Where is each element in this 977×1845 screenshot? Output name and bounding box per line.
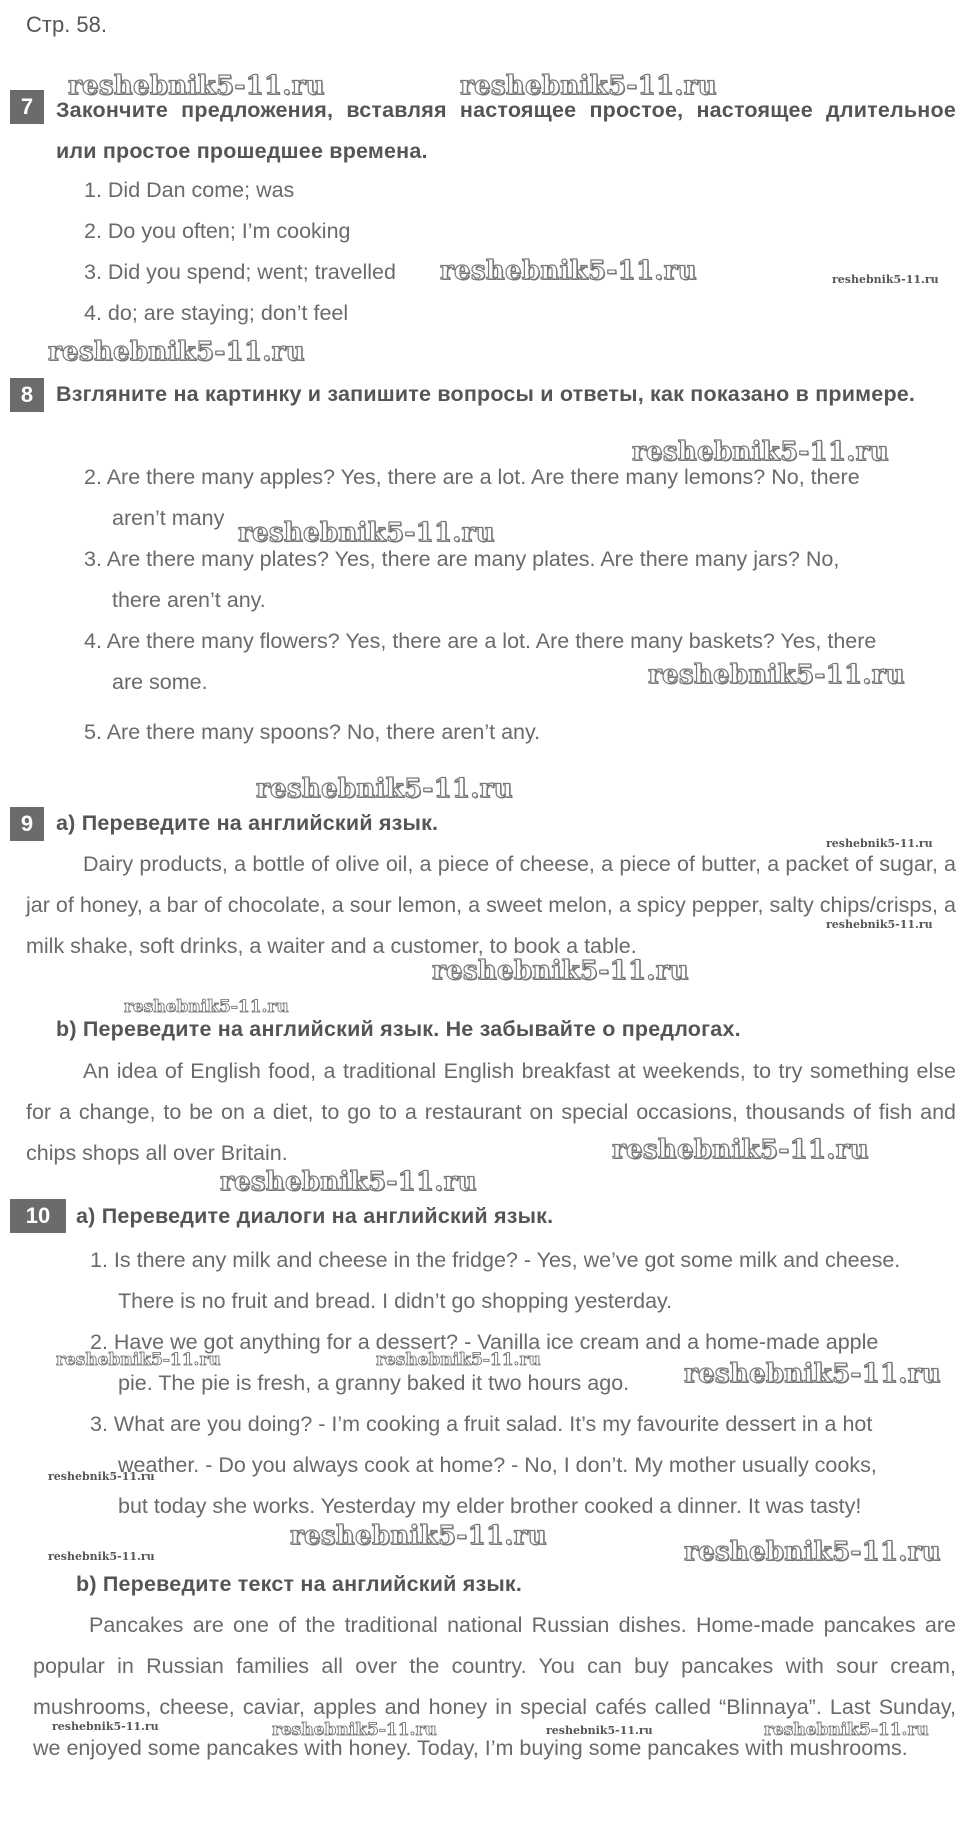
watermark: reshebnik5-11.ru	[238, 518, 495, 548]
task-7-item: 2. Do you often; I’m cooking	[84, 219, 351, 243]
task-10a-title: a) Переведите диалоги на английский язык.	[76, 1204, 554, 1228]
task-7-title: Закончите предложения, вставляя настоящее простое, настоящее длительное или простое прошедшее времена.	[56, 98, 956, 163]
watermark: reshebnik5-11.ru	[272, 1720, 437, 1740]
task-9a-title: a) Переведите на английский язык.	[56, 811, 439, 835]
watermark: reshebnik5-11.ru	[764, 1720, 929, 1740]
task-8-item: 4. Are there many flowers? Yes, there are a lot. Are there many baskets? Yes, there	[84, 629, 877, 653]
task-8-item-cont: aren’t many	[112, 506, 225, 530]
watermark: reshebnik5-11.ru	[68, 71, 325, 101]
watermark: reshebnik5-11.ru	[256, 774, 513, 804]
watermark: reshebnik5-11.ru	[56, 1350, 221, 1370]
watermark: reshebnik5-11.ru	[124, 997, 289, 1017]
watermark: reshebnik5-11.ru	[48, 337, 305, 367]
watermark: reshebnik5-11.ru	[632, 437, 889, 467]
task-8-item: 2. Are there many apples? Yes, there are a lot. Are there many lemons? No, there	[84, 465, 860, 489]
task-7-item: 4. do; are staying; don’t feel	[84, 301, 349, 325]
watermark: reshebnik5-11.ru	[612, 1135, 869, 1165]
task-8-number: 8	[10, 378, 44, 412]
dialog-line-cont: but today she works. Yesterday my elder brother cooked a dinner. It was tasty!	[118, 1494, 862, 1518]
watermark: reshebnik5-11.ru	[376, 1350, 541, 1370]
task-7-item: 3. Did you spend; went; travelled	[84, 260, 396, 284]
watermark: reshebnik5-11.ru	[432, 956, 689, 986]
task-10b-title: b) Переведите текст на английский язык.	[76, 1572, 523, 1596]
task-8-title: Взгляните на картинку и запишите вопросы и ответы, как показано в примере.	[56, 382, 916, 406]
watermark: reshebnik5-11.ru	[826, 918, 933, 931]
watermark: reshebnik5-11.ru	[832, 273, 939, 286]
task-10-number: 10	[10, 1199, 66, 1233]
watermark: reshebnik5-11.ru	[684, 1359, 941, 1389]
task-9a-text: Dairy products, a bottle of olive oil, a piece of cheese, a piece of butter, a packet of sugar, a jar of honey, a bar of chocolate, a sour lemon, a sweet melon, a spicy pepper, salty chips/crisps, a milk shake, soft drinks, a waiter and a customer, to book a table.	[26, 852, 956, 958]
task-7-item: 1. Did Dan come; was	[84, 178, 295, 202]
watermark: reshebnik5-11.ru	[684, 1537, 941, 1567]
dialog-line-cont: There is no fruit and bread. I didn’t go shopping yesterday.	[118, 1289, 673, 1313]
watermark: reshebnik5-11.ru	[440, 256, 697, 286]
task-8-item-cont: are some.	[112, 670, 208, 694]
watermark: reshebnik5-11.ru	[52, 1720, 159, 1733]
watermark: reshebnik5-11.ru	[290, 1521, 547, 1551]
task-9b-title: b) Переведите на английский язык. Не забывайте о предлогах.	[56, 1017, 741, 1041]
watermark: reshebnik5-11.ru	[460, 71, 717, 101]
task-8-item: 3. Are there many plates? Yes, there are many plates. Are there many jars? No,	[84, 547, 840, 571]
dialog-line-cont: pie. The pie is fresh, a granny baked it two hours ago.	[118, 1371, 630, 1395]
page-number: Стр. 58.	[26, 12, 108, 37]
watermark: reshebnik5-11.ru	[648, 660, 905, 690]
watermark: reshebnik5-11.ru	[48, 1470, 155, 1483]
task-9b-text: An idea of English food, a traditional English breakfast at weekends, to try something else for a change, to be on a diet, to go to a restaurant on special occasions, thousands of fish and chips shops all over Britain.	[26, 1059, 956, 1165]
dialog-line: 2. Have we got anything for a dessert? - Vanilla ice cream and a home-made apple	[90, 1330, 879, 1354]
watermark: reshebnik5-11.ru	[48, 1550, 155, 1563]
watermark: reshebnik5-11.ru	[220, 1167, 477, 1197]
watermark: reshebnik5-11.ru	[826, 837, 933, 850]
task-9-number: 9	[10, 807, 44, 841]
dialog-line: 1. Is there any milk and cheese in the fridge? - Yes, we’ve got some milk and cheese.	[90, 1248, 901, 1272]
task-8-item: 5. Are there many spoons? No, there aren’t any.	[84, 720, 541, 744]
dialog-line-cont: weather. - Do you always cook at home? - No, I don’t. My mother usually cooks,	[118, 1453, 877, 1477]
task-7-number: 7	[10, 90, 44, 124]
task-8-item-cont: there aren’t any.	[112, 588, 266, 612]
dialog-line: 3. What are you doing? - I’m cooking a fruit salad. It’s my favourite dessert in a hot	[90, 1412, 873, 1436]
task-10b-text: Pancakes are one of the traditional national Russian dishes. Home-made pancakes are popular in Russian families all over the country. You can buy pancakes with sour cream, mushrooms, cheese, caviar, apples and honey in special cafés called “Blinnaya”. Last Sunday, we enjoyed some pancakes with honey. Today, I’m buying some pancakes with mushrooms.	[33, 1613, 956, 1760]
watermark: reshebnik5-11.ru	[546, 1724, 653, 1737]
